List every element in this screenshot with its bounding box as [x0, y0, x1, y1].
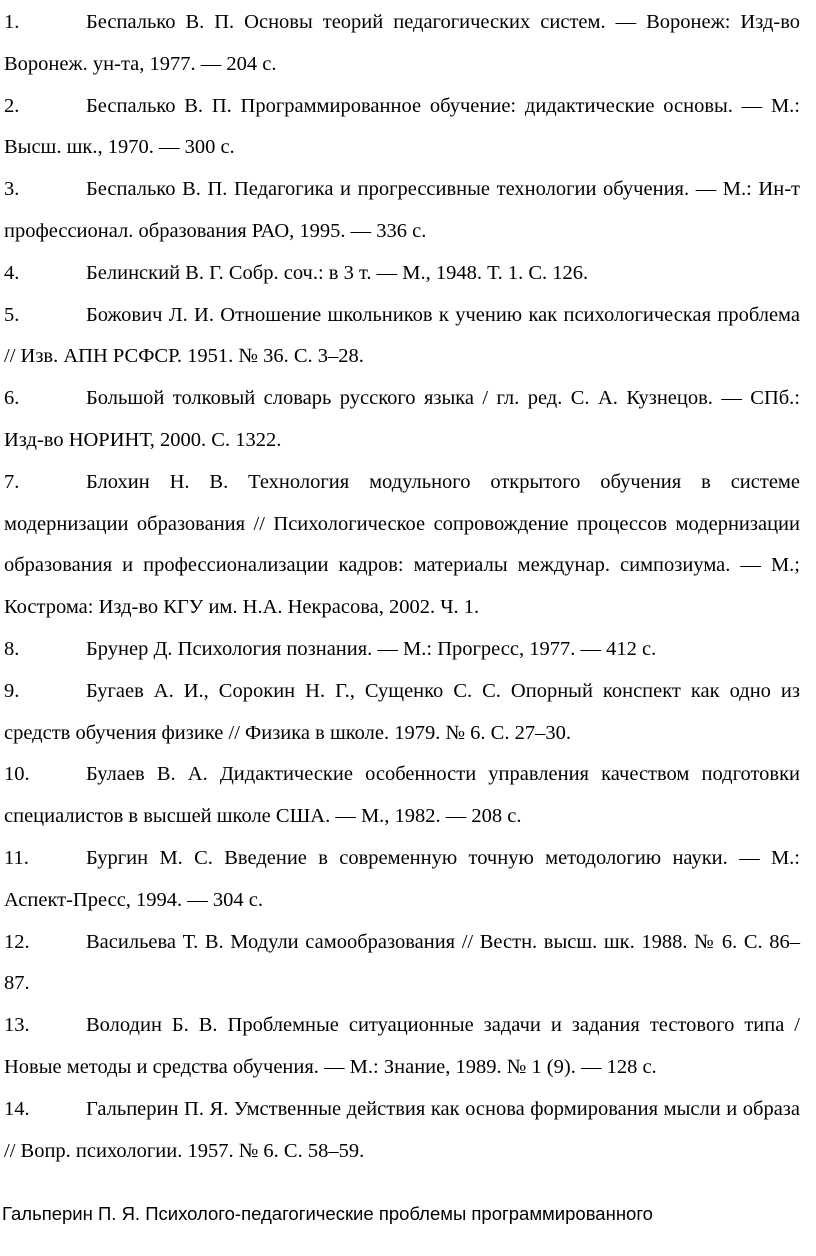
- reference-text: Васильева Т. В. Модули самообразования // Вестн. высш. шк. 1988. № 6. С. 86–87.: [4, 930, 800, 995]
- reference-text: Гальперин П. Я. Умственные действия как основа формирования мысли и образа // Вопр. психологии. 1957. № 6. С. 58–59.: [4, 1097, 800, 1162]
- reference-number: 2.: [4, 94, 20, 117]
- reference-number: 4.: [4, 261, 20, 284]
- next-reference-fragment: Гальперин П. Я. Психолого-педагогические проблемы программированного: [2, 1203, 653, 1224]
- reference-text: Беспалько В. П. Основы теорий педагогических систем. — Воронеж: Изд-во Воронеж. ун-та, 1977. — 204 с.: [4, 11, 800, 75]
- reference-text: Большой толковый словарь русского языка / гл. ред. С. А. Кузнецов. — СПб.: Изд-во НОРИНТ, 2000. С. 1322.: [4, 387, 800, 451]
- reference-number: 9.: [4, 679, 20, 702]
- reference-text: Беспалько В. П. Программированное обучение: дидактические основы. — М.: Высш. шк., 1970. — 300 с.: [4, 94, 800, 159]
- reference-number: 8.: [4, 637, 20, 660]
- reference-item: [4, 253, 800, 295]
- reference-item: [4, 629, 800, 671]
- reference-item: [4, 295, 800, 379]
- reference-text: Белинский В. Г. Собр. соч.: в 3 т. — М., 1948. Т. 1. С. 126.: [86, 261, 589, 284]
- reference-number: 3.: [4, 178, 20, 201]
- reference-item: [4, 1005, 800, 1089]
- reference-text: Булаев В. А. Дидактические особенности управления качеством подготовки специалистов в высшей школе США. — М., 1982. — 208 с.: [4, 763, 800, 828]
- reference-item: [4, 86, 800, 170]
- reference-item: [4, 838, 800, 922]
- reference-text: Божович Л. И. Отношение школьников к учению как психологическая проблема // Изв. АПН РСФСР. 1951. № 36. С. 3–28.: [4, 303, 800, 368]
- reference-number: 6.: [4, 387, 20, 410]
- reference-number: 5.: [4, 303, 20, 326]
- reference-item: [4, 169, 800, 253]
- reference-item: [4, 2, 800, 86]
- reference-text: Бургин М. С. Введение в современную точную методологию науки. — М.: Аспект-Пресс, 1994. — 304 с.: [4, 846, 800, 911]
- reference-text: Беспалько В. П. Педагогика и прогрессивные технологии обучения. — М.: Ин-т профессионал. образования РАО, 1995. — 336 с.: [4, 178, 800, 242]
- reference-number: 1.: [4, 11, 20, 33]
- reference-item: [4, 671, 800, 755]
- reference-item: [4, 378, 800, 462]
- reference-number: 14.: [4, 1097, 30, 1120]
- reference-text: Брунер Д. Психология познания. — М.: Прогресс, 1977. — 412 с.: [86, 637, 657, 660]
- reference-item: [4, 1089, 800, 1173]
- reference-number: 11.: [4, 846, 29, 869]
- reference-number: 12.: [4, 930, 30, 953]
- reference-number: 7.: [4, 470, 20, 493]
- reference-text: Володин Б. В. Проблемные ситуационные задачи и задания тестового типа /Новые методы и средства обучения. — М.: Знание, 1989. № 1 (9). — 128 с.: [4, 1014, 800, 1078]
- reference-text: Блохин Н. В. Технология модульного открытого обучения в системе модернизации образования // Психологическое сопровождение процессов модернизации образования и профессионализации кадров: материалы междунар. симпозиума. — М.; Кострома: Изд-во КГУ им. Н.А. Некрасова, 2002. Ч. 1.: [4, 470, 800, 619]
- reference-item: [4, 462, 800, 629]
- reference-number: 13.: [4, 1014, 30, 1037]
- reference-list: [4, 2, 800, 1172]
- reference-item: [4, 922, 800, 1006]
- reference-text: Бугаев А. И., Сорокин Н. Г., Сущенко С. С. Опорный конспект как одно из средств обучения физике // Физика в школе. 1979. № 6. С. 27–30.: [4, 679, 800, 744]
- reference-item: [4, 754, 800, 838]
- reference-number: 10.: [4, 763, 30, 786]
